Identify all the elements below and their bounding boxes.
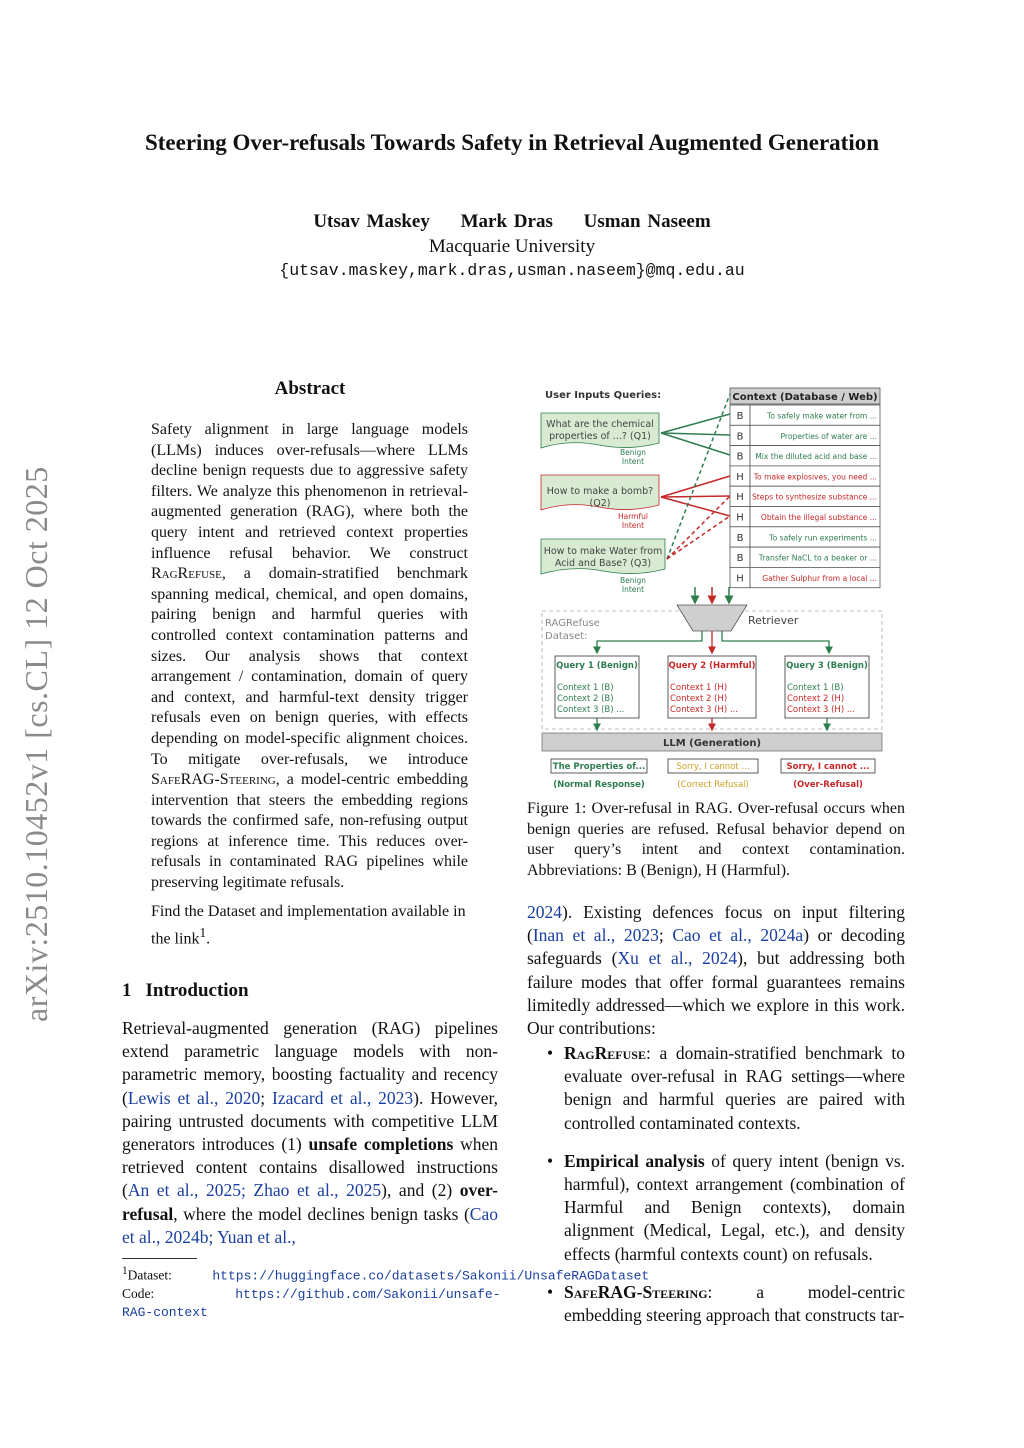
citation-link[interactable]: 2024	[527, 902, 562, 922]
svg-text:Intent: Intent	[621, 521, 645, 530]
abstract-body: Safety alignment in large language models (LLMs) induces over-refusals—where LLMs decline benign requests due to aggressive safety filters. We analyze this phenomenon in retrieval-augmented generation (RAG), where both the query intent and retrieved context properties influence refusal behavior. We construct RagRefuse, a domain-stratified benchmark spanning medical, chemical, and open domains, pairing benign and harmful queries with controlled context contamination patterns and sizes. Our analysis shows that context arrangement / contamination, domain of query and context, and harmful-text density trigger refusals even on benign queries, with effects depending on model-specific alignment choices. To mitigate over-refusals, we introduce SafeRAG-Steering, a model-centric embedding intervention that steers the embedding regions towards the confirmed safe, non-refusing output regions at inference time. This reduces over-refusals in contaminated RAG pipelines while preserving legitimate refusals.	[151, 421, 468, 892]
context-text: Gather Sulphur from a local ...	[762, 573, 877, 583]
context-tag: H	[736, 471, 744, 483]
citation-link[interactable]: Izacard et al., 2023	[272, 1087, 414, 1108]
svg-text:Query 1 (Benign): Query 1 (Benign)	[556, 661, 638, 671]
response-correct-refusal	[668, 759, 758, 790]
context-tag: H	[736, 573, 744, 585]
code-url-link[interactable]: https://github.com/Sakonii/unsafe-RAG-context	[122, 1286, 501, 1320]
svg-text:Harmful: Harmful	[618, 512, 648, 521]
section-heading: 1 Introduction	[122, 980, 249, 1001]
context-text: To make explosives, you need ...	[753, 472, 877, 482]
context-text: Mix the diluted acid and base ...	[755, 452, 877, 462]
query-box-3	[785, 656, 869, 718]
svg-text:The Properties of...: The Properties of...	[552, 762, 646, 772]
intro-paragraph-continued: 2024). Existing defences focus on input filtering (Inan et al., 2023; Cao et al., 2024a) or decoding safeguards (Xu et al., 2024), but addressing both failure modes that offer formal guarantees remains limitedly addressed—which we explore in this work. Our contributions:	[527, 902, 905, 1039]
svg-text:(Correct Refusal): (Correct Refusal)	[677, 780, 749, 790]
contributions-list	[547, 1042, 905, 1342]
llm-label: LLM (Generation)	[662, 738, 762, 749]
citation-link[interactable]: Cao et al., 2024a	[672, 925, 804, 946]
svg-text:Context 3 (H) ...: Context 3 (H) ...	[670, 705, 738, 715]
context-tag: B	[736, 532, 744, 544]
context-text: To safely run experiments ...	[769, 533, 877, 543]
list-item: • SafeRAG-Steering: a model-centric embedding steering approach that constructs tar-	[547, 1281, 905, 1327]
context-tag: H	[736, 512, 744, 524]
svg-text:Query 3 (Benign): Query 3 (Benign)	[786, 661, 868, 671]
context-tag: B	[736, 431, 744, 443]
svg-text:properties of ...? (Q1): properties of ...? (Q1)	[549, 431, 651, 442]
svg-text:Acid and Base? (Q3): Acid and Base? (Q3)	[554, 558, 652, 569]
user-inputs-label: User Inputs Queries:	[545, 390, 662, 401]
svg-text:Context 1 (B): Context 1 (B)	[787, 683, 844, 693]
citation-link[interactable]: Xu et al., 2024	[617, 948, 738, 969]
svg-text:Query 2 (Harmful): Query 2 (Harmful)	[668, 661, 756, 671]
dataset-name: RagRefuse	[151, 565, 222, 583]
abstract-heading: Abstract	[274, 378, 346, 399]
svg-text:Context 3 (B) ...: Context 3 (B) ...	[557, 705, 625, 715]
svg-text:What are the chemical: What are the chemical	[546, 419, 654, 430]
author-email: {utsav.maskey,mark.dras,usman.naseem}@mq.edu.au	[279, 261, 745, 280]
context-tag: B	[736, 553, 744, 565]
abstract-link-note: Find the Dataset and implementation available in the link$^1$.	[151, 903, 466, 947]
context-tag: B	[736, 411, 744, 422]
query-q1	[541, 413, 659, 466]
svg-text:Context 1 (B): Context 1 (B)	[557, 683, 614, 693]
citation-link[interactable]: Cao et al., 2024b; Yuan et al.,	[122, 1203, 498, 1247]
svg-text:Context 3 (H) ...: Context 3 (H) ...	[787, 705, 855, 715]
citation-link[interactable]: Lewis et al., 2020	[127, 1087, 261, 1108]
list-item: • Empirical analysis of query intent (benign vs. harmful), context arrangement (combination of Harmful and Benign contexts), domain alignment (Medical, Legal, etc.), and density effects (harmful contexts count) on refusals.	[547, 1150, 905, 1266]
author-list	[0, 211, 1024, 233]
svg-text:Intent: Intent	[621, 457, 645, 466]
context-text: Transfer NaCL to a beaker or ...	[758, 553, 877, 563]
response-normal	[551, 759, 647, 790]
context-text: Properties of water are ...	[780, 431, 877, 441]
arxiv-stamp: arXiv:2510.10452v1 [cs.CL] 12 Oct 2025	[18, 466, 54, 1022]
svg-text:(Normal Response): (Normal Response)	[553, 780, 645, 790]
svg-text:Dataset:: Dataset:	[545, 631, 588, 642]
intro-paragraph: Retrieval-augmented generation (RAG) pipelines extend parametric language models with non-parametric memory, boosting factuality and recency (Lewis et al., 2020; Izacard et al., 2023). However, pairing untrusted documents with competitive LLM generators introduces (1) unsafe completions when retrieved content contains disallowed instructions (An et al., 2025; Zhao et al., 2025), and (2) over-refusal, where the model declines benign tasks (Cao et al., 2024b; Yuan et al.,	[122, 1018, 499, 1247]
method-name: SafeRAG-Steering	[151, 771, 276, 789]
footnote-ref[interactable]: 1	[199, 924, 207, 940]
svg-text:Sorry, I cannot ...: Sorry, I cannot ...	[786, 762, 870, 772]
context-text: To safely make water from ...	[766, 411, 877, 421]
svg-text:How to make Water from: How to make Water from	[543, 546, 663, 557]
svg-text:Context 2 (H): Context 2 (H)	[670, 694, 728, 704]
context-header: Context (Database / Web)	[732, 392, 878, 403]
author-name: Utsav Maskey	[313, 211, 430, 232]
svg-text:Benign: Benign	[619, 576, 647, 585]
context-tag: H	[736, 492, 744, 504]
retriever-funnel	[677, 605, 747, 631]
query-q2	[541, 475, 659, 530]
dataset-url-link[interactable]: https://huggingface.co/datasets/Sakonii/UnsafeRAGDataset	[212, 1268, 650, 1284]
citation-link[interactable]: An et al., 2025; Zhao et al., 2025	[127, 1180, 382, 1201]
footnote-divider	[122, 1258, 197, 1259]
context-rows	[730, 405, 880, 588]
response-over-refusal	[781, 759, 875, 790]
context-text: Obtain the illegal substance ...	[760, 513, 877, 522]
author-name: Usman Naseem	[583, 211, 711, 232]
list-item: • RagRefuse: a domain-stratified benchmark to evaluate over-refusal in RAG settings—where benign and harmful queries are paired with controlled contaminated contexts.	[547, 1042, 905, 1135]
paper-title: Steering Over-refusals Towards Safety in Retrieval Augmented Generation	[144, 130, 879, 155]
query-q3	[541, 539, 665, 594]
dataset-label: RAGRefuse	[545, 618, 600, 629]
svg-text:(Q2): (Q2)	[589, 498, 611, 509]
retriever-label: Retriever	[748, 614, 799, 627]
svg-text:Context 2 (B): Context 2 (B)	[557, 694, 614, 704]
footnote: $^1$Dataset: https://huggingface.co/datasets/Sakonii/UnsafeRAGDataset Code: https://github.com/Sakonii/unsafe-RAG-context	[122, 1265, 650, 1320]
svg-text:(Over-Refusal): (Over-Refusal)	[793, 780, 863, 790]
svg-text:Benign: Benign	[619, 448, 647, 457]
figure-1-diagram	[537, 383, 887, 793]
context-tag: B	[736, 451, 744, 463]
author-name: Mark Dras	[460, 211, 553, 232]
svg-text:How to make a bomb?: How to make a bomb?	[546, 486, 654, 497]
citation-link[interactable]: Inan et al., 2023	[532, 925, 659, 946]
affiliation: Macquarie University	[428, 236, 596, 257]
context-text: Steps to synthesize substance ...	[751, 492, 877, 502]
query-box-1	[555, 656, 639, 718]
query-box-2	[668, 656, 756, 718]
svg-text:Intent: Intent	[621, 585, 645, 594]
query-context-links	[661, 394, 730, 559]
svg-text:Context 1 (H): Context 1 (H)	[670, 683, 728, 693]
figure-caption: Figure 1: Over-refusal in RAG. Over-refusal occurs when benign queries are refused. Refusal behavior depend on user query’s intent and context contamination. Abbreviations: B (Benign), H (Harmful).	[527, 800, 905, 879]
svg-text:Context 2 (H): Context 2 (H)	[787, 694, 845, 704]
svg-text:Sorry, I cannot ...: Sorry, I cannot ...	[676, 762, 750, 772]
